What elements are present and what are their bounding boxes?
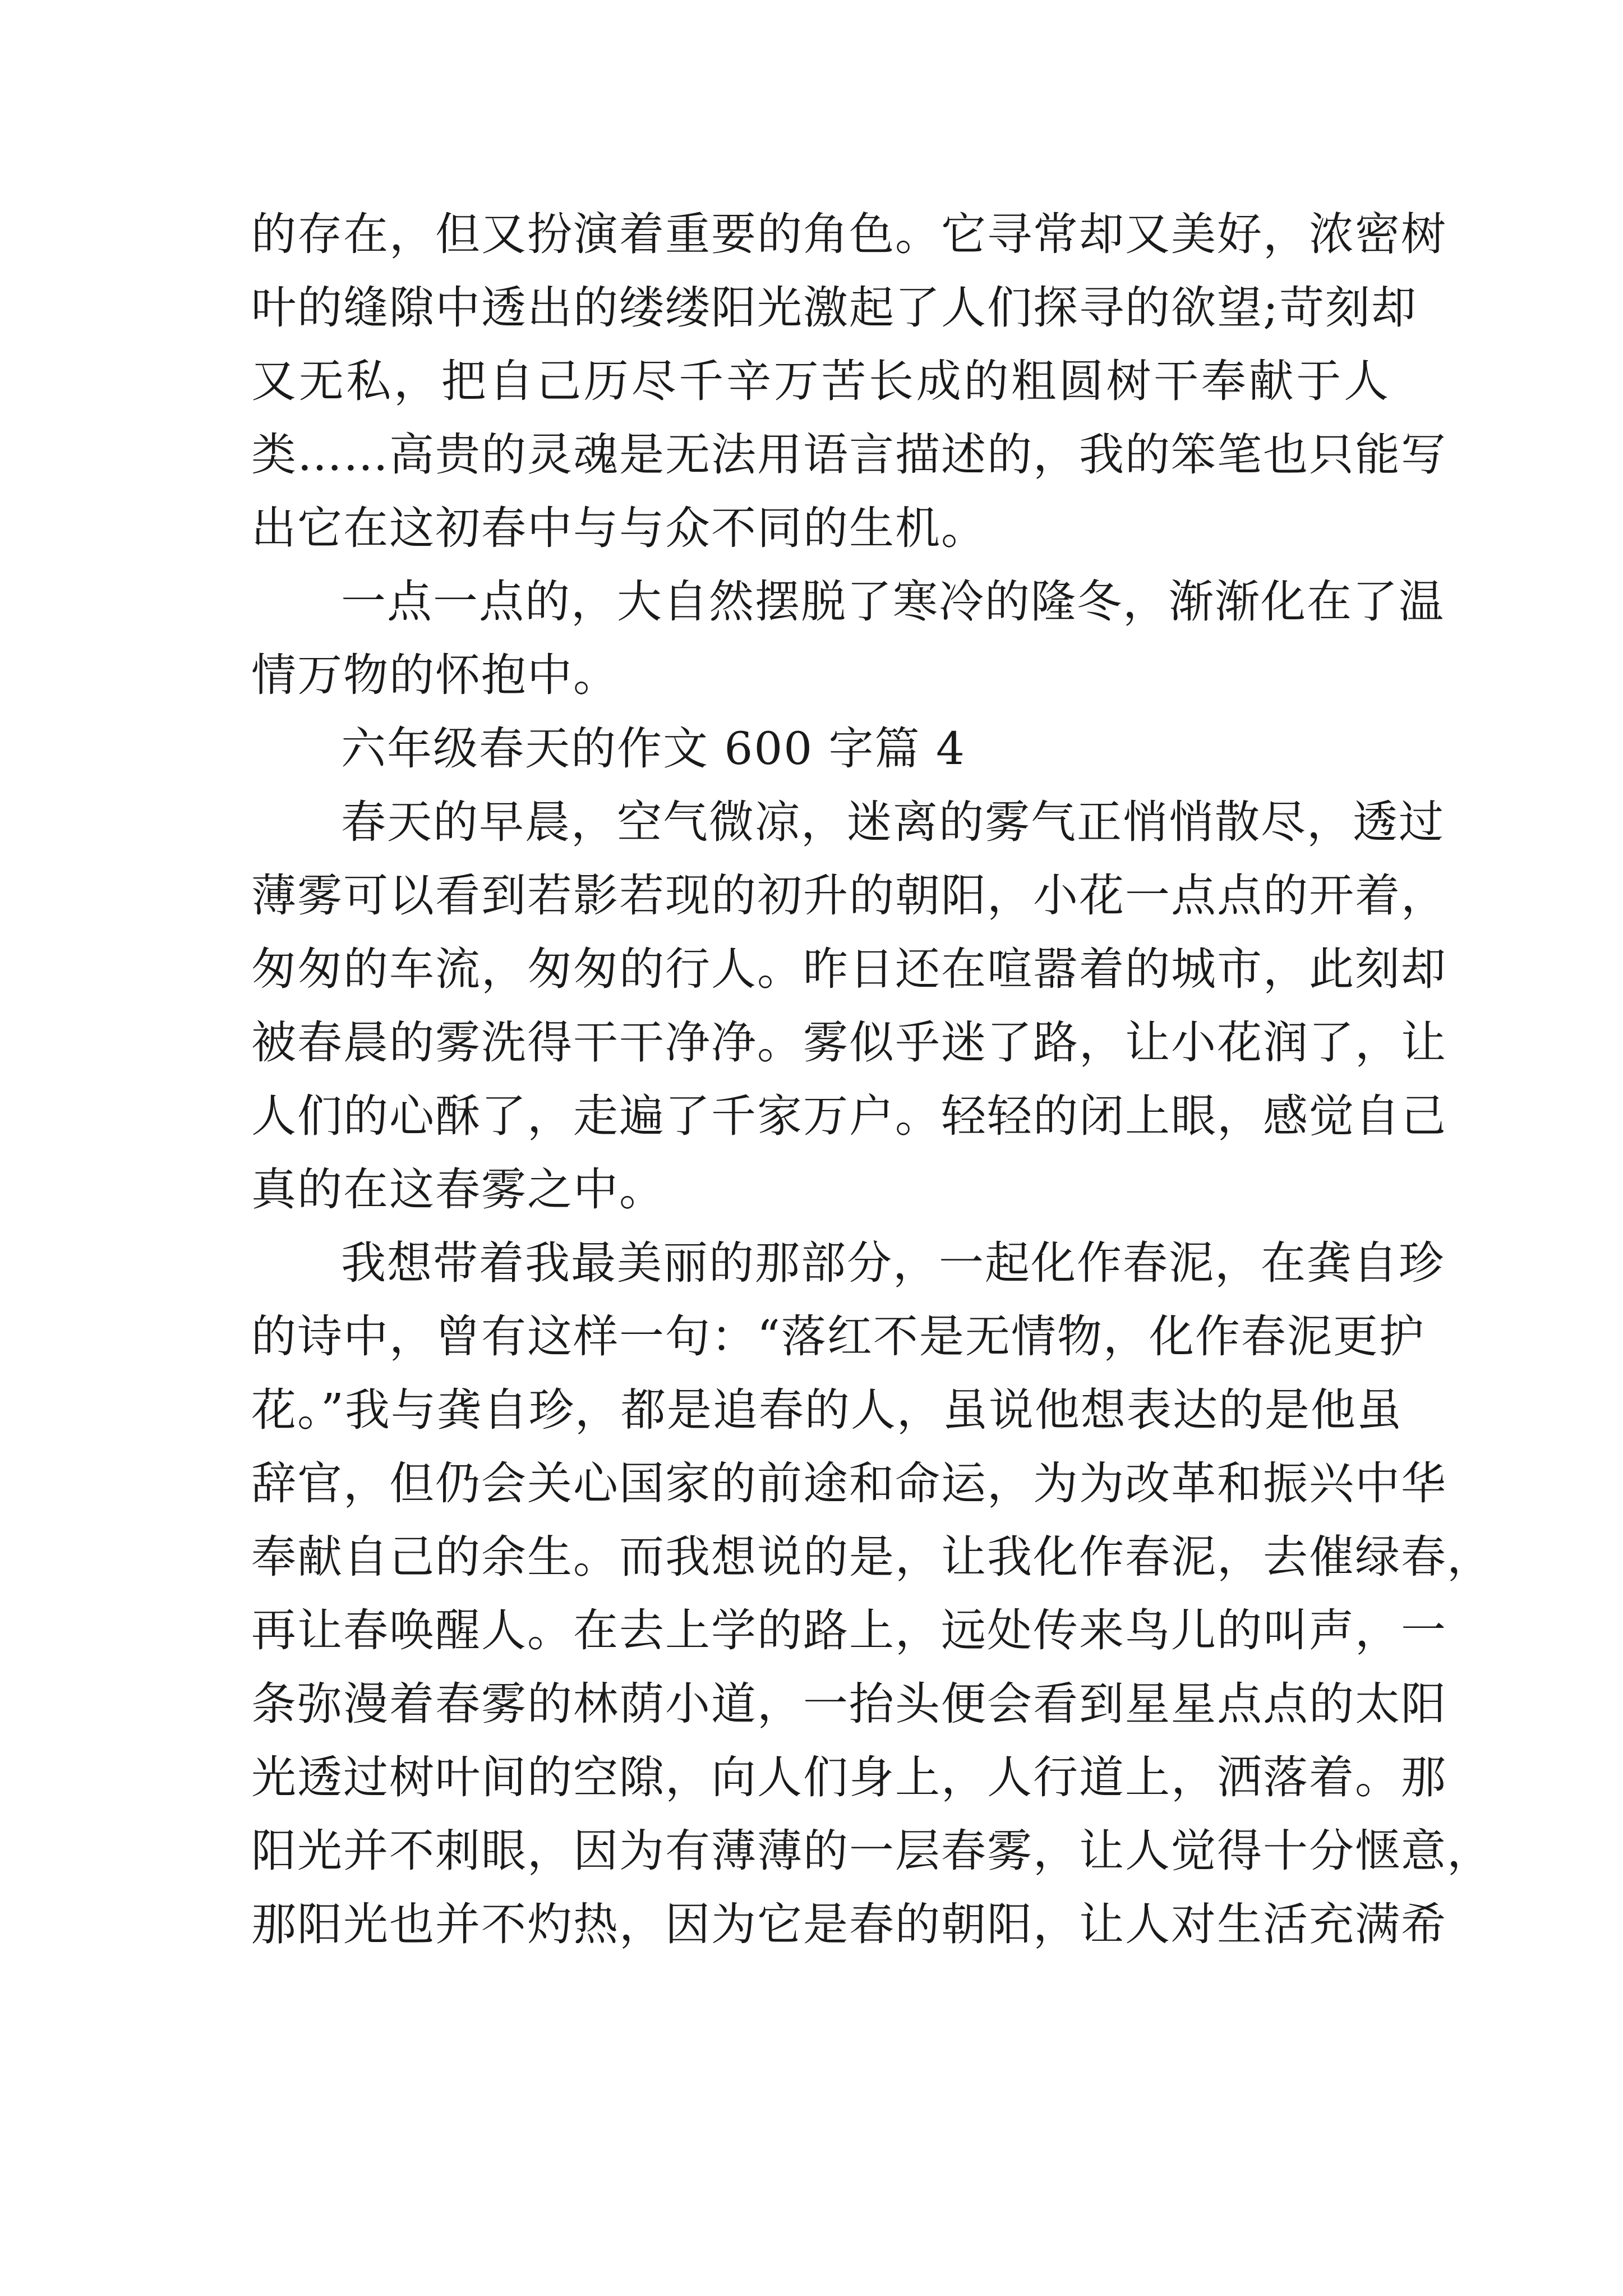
text-line: 我想带着我最美丽的那部分，一起化作春泥，在龚自珍 (341, 1237, 1445, 1289)
text-line: 真的在这春雾之中。 (251, 1163, 665, 1216)
text-line: 的存在，但又扮演着重要的角色。它寻常却又美好，浓密树 (251, 208, 1447, 260)
text-line: 那阳光也并不灼热，因为它是春的朝阳，让人对生活充满希 (251, 1898, 1447, 1950)
text-line: 薄雾可以看到若影若现的初升的朝阳，小花一点点的开着， (251, 869, 1447, 922)
text-line: 奉献自己的余生。而我想说的是，让我化作春泥，去催绿春， (251, 1531, 1493, 1583)
text-line: 情万物的怀抱中。 (251, 649, 619, 701)
text-line: 又无私，把自己历尽千辛万苦长成的粗圆树干奉献于人 (251, 355, 1390, 407)
text-line: 春天的早晨，空气微凉，迷离的雾气正悄悄散尽，透过 (341, 796, 1445, 848)
text-line: 出它在这初春中与与众不同的生机。 (251, 502, 987, 554)
section-heading: 六年级春天的作文 600 字篇 4 (341, 723, 966, 775)
text-line: 条弥漫着春雾的林荫小道，一抬头便会看到星星点点的太阳 (251, 1678, 1447, 1730)
text-line: 被春晨的雾洗得干干净净。雾似乎迷了路，让小花润了，让 (251, 1016, 1447, 1069)
text-line: 人们的心酥了，走遍了千家万户。轻轻的闭上眼，感觉自己 (251, 1090, 1447, 1142)
text-line: 辞官，但仍会关心国家的前途和命运，为为改革和振兴中华 (251, 1457, 1447, 1510)
text-line: 花。”我与龚自珍，都是追春的人，虽说他想表达的是他虽 (251, 1384, 1403, 1436)
text-line: 一点一点的，大自然摆脱了寒冷的隆冬，渐渐化在了温 (341, 576, 1445, 628)
text-line: 匆匆的车流，匆匆的行人。昨日还在喧嚣着的城市，此刻却 (251, 943, 1447, 995)
text-line: 类……高贵的灵魂是无法用语言描述的，我的笨笔也只能写 (251, 429, 1447, 481)
text-line: 光透过树叶间的空隙，向人们身上，人行道上，洒落着。那 (251, 1751, 1447, 1803)
text-line: 再让春唤醒人。在去上学的路上，远处传来鸟儿的叫声，一 (251, 1604, 1447, 1657)
text-line: 阳光并不刺眼，因为有薄薄的一层春雾，让人觉得十分惬意， (251, 1825, 1493, 1877)
text-line: 叶的缝隙中透出的缕缕阳光激起了人们探寻的欲望;苛刻却 (251, 282, 1417, 334)
essay-text (251, 197, 1493, 1961)
text-line: 的诗中，曾有这样一句：“落红不是无情物，化作春泥更护 (251, 1310, 1425, 1363)
